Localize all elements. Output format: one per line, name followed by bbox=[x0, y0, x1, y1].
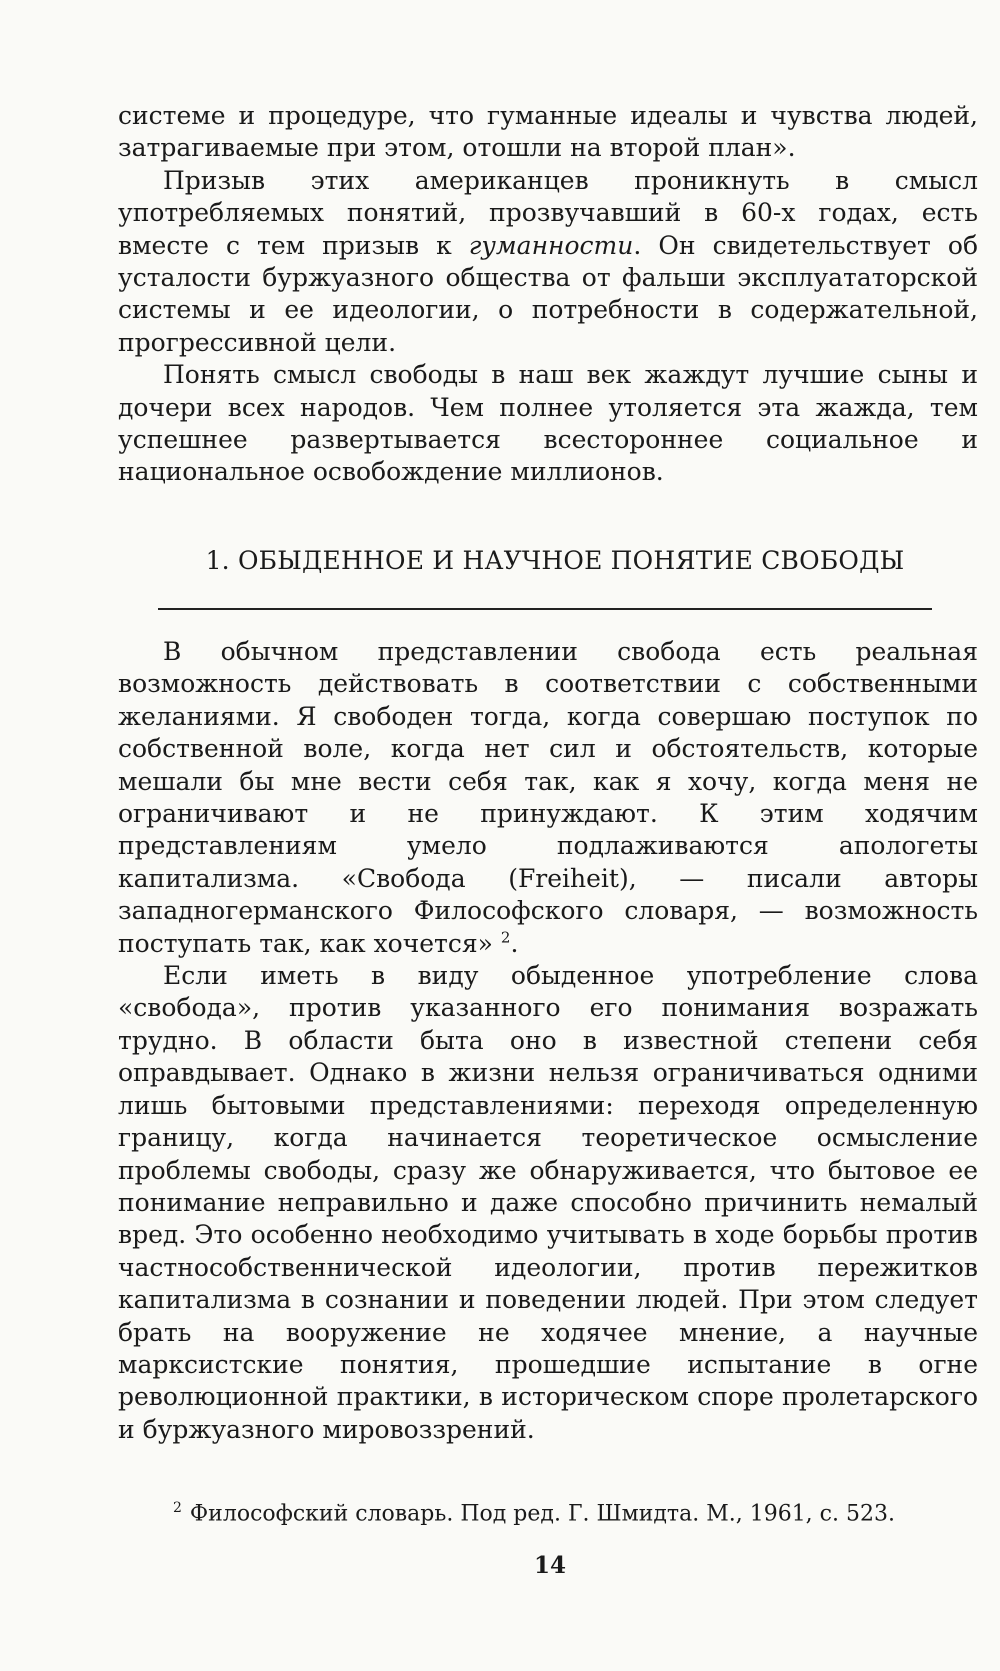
paragraph-continuation: системе и процедуре, что гуманные идеалы и чувства людей, затрагиваемые при этом, отошли на второй план». bbox=[118, 101, 978, 163]
section-divider bbox=[158, 608, 932, 610]
footnote-reference: 2 bbox=[500, 928, 511, 947]
paragraph-ordinary-notion bbox=[118, 636, 978, 960]
paragraph-scientific-notion: Если иметь в виду обыденное употребление слова «свобода», против указанного его понимания возражать трудно. В области быта оно в известной степени себя оправдывает. Однако в жизни нельзя ограничиваться одними лишь бытовыми представлениями: переходя определенную границу, когда начинается теоретическое осмысление проблемы свободы, сразу же обнаруживается, что бытовое ее понимание неправильно и даже способно причинить немалый вред. Это особенно необходимо учитывать в ходе борьбы против частнособственнической идеологии, против пережитков капитализма в сознании и поведении людей. При этом следует брать на вооружение не ходячее мнение, а научные марксистские понятия, прошедшие испытание в огне революционной практики, в историческом споре пролетарского и буржуазного мировоззрений. bbox=[118, 961, 978, 1444]
paragraph-ordinary-notion-text: В обычном представлении свобода есть реальная возможность действовать в соответствии с собственными желаниями. Я свободен тогда, когда совершаю поступок по собственной воле, когда нет сил и обстоятельств, которые мешали бы мне вести себя так, как я хочу, когда меня не ограничивают и не принуждают. К этим ходячим представлениям умело подлаживаются апологеты капитализма. «Свобода (Freiheit), — писали авторы западногерманского Философского словаря, — возможность поступать так, как хочется» bbox=[118, 637, 978, 958]
footnote-text: Философский словарь. Под ред. Г. Шмидта. М., 1961, с. 523. bbox=[189, 1501, 895, 1527]
top-text-block bbox=[118, 100, 978, 489]
paragraph-end-period: . bbox=[510, 928, 519, 958]
emphasized-word: гуманности bbox=[468, 230, 634, 260]
paragraph-meaning-of-freedom: Понять смысл свободы в наш век жаждут лучшие сыны и дочери всех народов. Чем полнее утоляется эта жажда, тем успешнее развертывается всестороннее социальное и национальное освобождение миллионов. bbox=[118, 360, 978, 487]
page-number: 14 bbox=[533, 1552, 566, 1579]
footnote bbox=[173, 1494, 981, 1528]
main-text-block bbox=[118, 636, 978, 1446]
footnote-marker: 2 bbox=[173, 1500, 182, 1516]
paragraph-call-to-humanity: Призыв этих американцев проникнуть в смысл употребляемых понятий, прозвучавший в 60-х годах, есть вместе с тем призыв к гуманности. Он свидетельствует об усталости буржуазного общества от фальши эксплуататорской системы и ее идеологии, о потребности в содержательной, прогрессивной цели. bbox=[118, 165, 978, 357]
section-heading: 1. ОБЫДЕННОЕ И НАУЧНОЕ ПОНЯТИЕ СВОБОДЫ bbox=[205, 546, 905, 575]
